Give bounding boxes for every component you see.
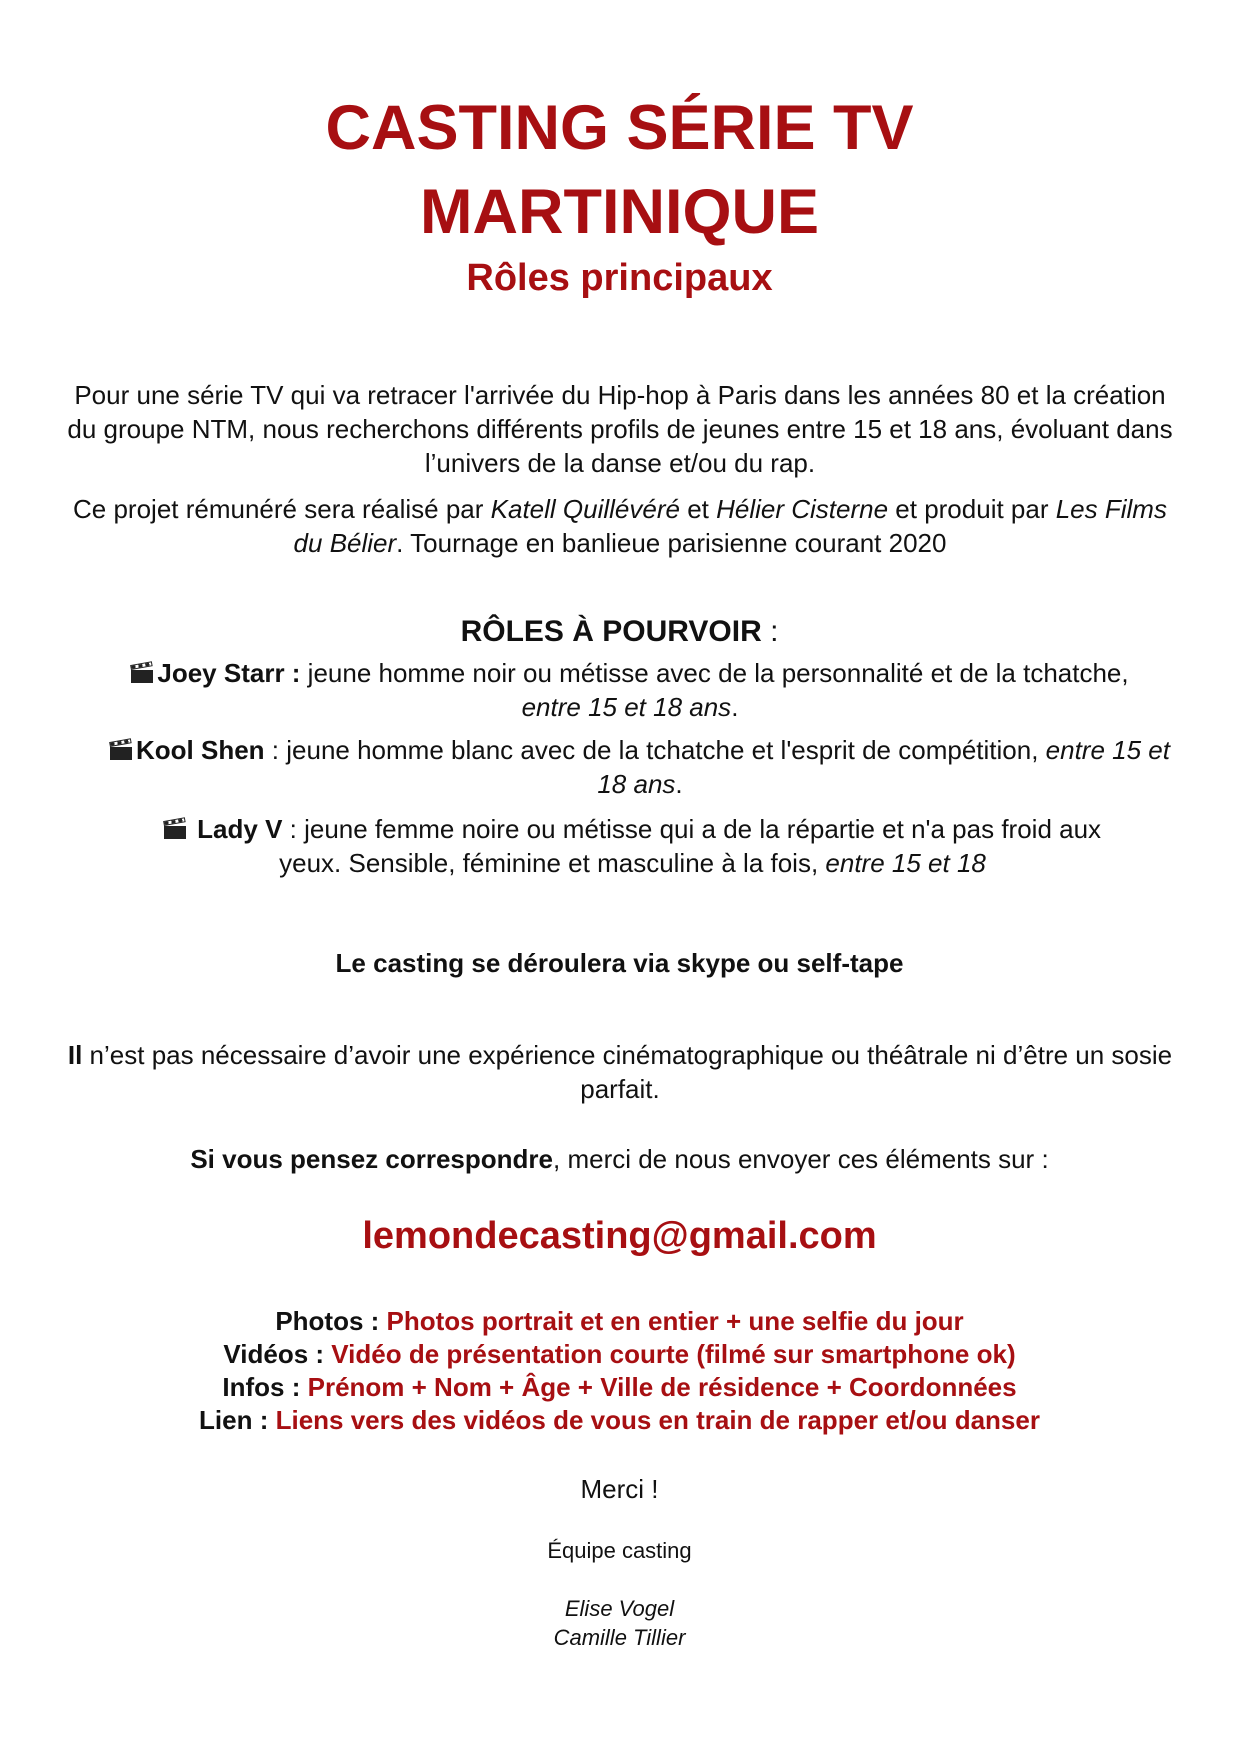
requirement-value: Prénom + Nom + Âge + Ville de résidence + Coordonnées bbox=[307, 1372, 1017, 1402]
casting-mode-text: Le casting se déroulera via skype ou self-tape bbox=[335, 948, 904, 978]
role-end: . bbox=[675, 769, 683, 799]
intro-text: . Tournage en banlieue parisienne courant 2020 bbox=[396, 528, 947, 558]
roles-heading bbox=[0, 614, 1239, 650]
role-description: : jeune homme blanc avec de la tchatche et l'esprit de compétition, bbox=[264, 735, 1046, 765]
experience-note bbox=[60, 1038, 1180, 1106]
role-name: Lady V bbox=[197, 814, 283, 844]
requirements-list bbox=[0, 1305, 1239, 1437]
director-name: Katell Quillévéré bbox=[490, 494, 680, 524]
role-age: entre 15 et 18 ans bbox=[597, 735, 1170, 799]
page-title bbox=[0, 86, 1239, 254]
signatory-name: Camille Tillier bbox=[553, 1625, 686, 1650]
role-name: Kool Shen bbox=[136, 735, 265, 765]
producer-name: Les Films du Bélier bbox=[293, 494, 1167, 558]
role-end: . bbox=[731, 692, 739, 722]
intro-paragraph-2 bbox=[60, 492, 1180, 560]
role-age: entre 15 et 18 bbox=[825, 848, 986, 878]
requirement-value: Vidéo de présentation courte (filmé sur smartphone ok) bbox=[331, 1339, 1016, 1369]
note-text: n’est pas nécessaire d’avoir une expérience cinématographique ou théâtrale ni d’être un sosie parfait. bbox=[82, 1040, 1173, 1104]
requirement-key: Photos : bbox=[275, 1306, 387, 1336]
requirement-key: Vidéos : bbox=[223, 1339, 332, 1369]
thanks-text: Merci ! bbox=[580, 1474, 659, 1504]
role-name: Joey Starr : bbox=[157, 658, 301, 688]
intro-section bbox=[60, 378, 1180, 572]
title-line-2: MARTINIQUE bbox=[420, 177, 819, 247]
team-label: Équipe casting bbox=[547, 1538, 692, 1563]
roles-heading-suffix: : bbox=[761, 615, 779, 648]
requirement-item bbox=[0, 1305, 1239, 1338]
requirement-key: Infos : bbox=[222, 1372, 308, 1402]
note-lead: Il bbox=[67, 1040, 83, 1070]
contact-lead: Si vous pensez correspondre bbox=[190, 1144, 553, 1174]
role-description: jeune homme noir ou métisse avec de la personnalité et de la tchatche, bbox=[300, 658, 1129, 688]
requirement-item bbox=[0, 1338, 1239, 1371]
requirement-key: Lien : bbox=[199, 1405, 276, 1435]
intro-text: et bbox=[679, 494, 717, 524]
contact-text: , merci de nous envoyer ces éléments sur : bbox=[553, 1144, 1049, 1174]
role-description: : jeune femme noire ou métisse qui a de la répartie et n'a pas froid aux yeux. Sensible, féminine et masculine à la fois, bbox=[279, 814, 1102, 878]
clapperboard-icon bbox=[131, 665, 153, 683]
requirement-item bbox=[0, 1404, 1239, 1437]
signatory-name: Elise Vogel bbox=[564, 1596, 675, 1621]
role-item bbox=[135, 812, 1130, 880]
director-name: Hélier Cisterne bbox=[716, 494, 889, 524]
role-item bbox=[130, 656, 1130, 724]
clapperboard-icon bbox=[164, 821, 186, 839]
title-line-1: CASTING SÉRIE TV bbox=[325, 93, 914, 163]
page-subtitle: Rôles principaux bbox=[466, 257, 773, 299]
role-age: entre 15 et 18 ans bbox=[521, 692, 732, 722]
signatories bbox=[0, 1594, 1239, 1652]
intro-text: et produit par bbox=[888, 494, 1056, 524]
contact-instruction bbox=[0, 1142, 1239, 1176]
intro-text: Ce projet rémunéré sera réalisé par bbox=[73, 494, 491, 524]
intro-paragraph-1: Pour une série TV qui va retracer l'arrivée du Hip-hop à Paris dans les années 80 et la création du groupe NTM, nous recherchons différents profils de jeunes entre 15 et 18 ans, évoluant dans l’univers de la danse et/ou du rap. bbox=[67, 380, 1173, 478]
requirement-value: Photos portrait et en entier + une selfie du jour bbox=[386, 1306, 964, 1336]
clapperboard-icon bbox=[110, 742, 132, 760]
role-item bbox=[105, 733, 1175, 801]
roles-heading-text: RÔLES À POURVOIR bbox=[460, 615, 762, 648]
contact-email-link[interactable]: lemondecasting@gmail.com bbox=[362, 1215, 877, 1257]
requirement-value: Liens vers des vidéos de vous en train de rapper et/ou danser bbox=[275, 1405, 1040, 1435]
requirement-item bbox=[0, 1371, 1239, 1404]
